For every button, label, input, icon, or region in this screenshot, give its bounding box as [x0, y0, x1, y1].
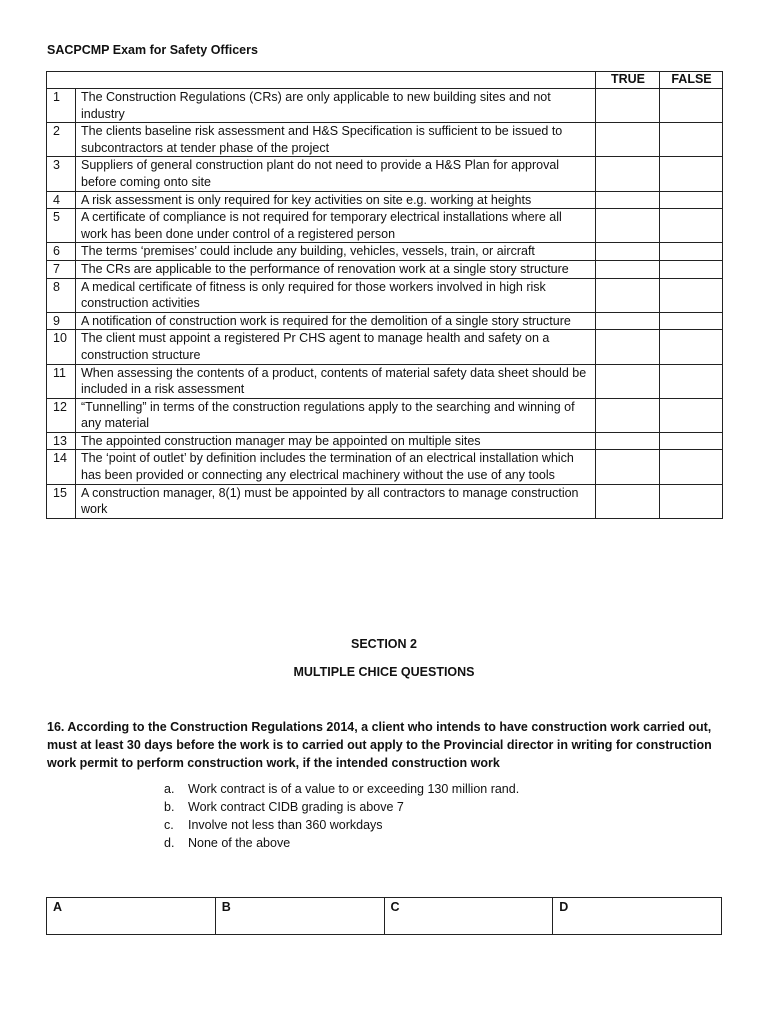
true-answer-cell[interactable] [596, 260, 660, 278]
table-row [47, 157, 723, 191]
answer-box[interactable]: D [553, 898, 722, 935]
statement-text: The clients baseline risk assessment and H&S Specification is sufficient to be issued to subcontractors at tender phase of the project [76, 123, 596, 157]
true-answer-cell[interactable] [596, 89, 660, 123]
false-answer-cell[interactable] [660, 432, 723, 450]
true-answer-cell[interactable] [596, 312, 660, 330]
false-answer-cell[interactable] [660, 312, 723, 330]
statement-text: A risk assessment is only required for key activities on site e.g. working at heights [76, 191, 596, 209]
false-answer-cell[interactable] [660, 450, 723, 484]
table-row [47, 432, 723, 450]
option-text: Work contract is of a value to or exceeding 130 million rand. [188, 782, 520, 796]
false-answer-cell[interactable] [660, 191, 723, 209]
row-number: 1 [47, 89, 76, 123]
answer-option [164, 834, 519, 852]
option-letter: d. [164, 836, 175, 850]
option-letter: a. [164, 782, 175, 796]
row-number: 10 [47, 330, 76, 364]
row-number: 2 [47, 123, 76, 157]
question-16-text: 16. According to the Construction Regulations 2014, a client who intends to have construction work carried out, must at least 30 days before the work is to carried out apply to the Provincial director in writing for construction work permit to perform construction work, if the intended construction work [47, 720, 712, 770]
row-number: 4 [47, 191, 76, 209]
table-row [47, 312, 723, 330]
true-answer-cell[interactable] [596, 398, 660, 432]
table-row [47, 450, 723, 484]
false-answer-cell[interactable] [660, 398, 723, 432]
statement-text: A construction manager, 8(1) must be appointed by all contractors to manage construction work [76, 484, 596, 518]
option-text: None of the above [188, 836, 291, 850]
answer-option [164, 798, 519, 816]
option-letter: b. [164, 800, 175, 814]
true-answer-cell[interactable] [596, 278, 660, 312]
table-row [47, 123, 723, 157]
true-answer-cell[interactable] [596, 209, 660, 243]
answer-box[interactable]: B [215, 898, 384, 935]
true-answer-cell[interactable] [596, 243, 660, 261]
table-row [47, 364, 723, 398]
false-answer-cell[interactable] [660, 209, 723, 243]
row-number: 5 [47, 209, 76, 243]
answer-row [47, 898, 722, 935]
statement-text: The CRs are applicable to the performance of renovation work at a single story structure [76, 260, 596, 278]
row-number: 8 [47, 278, 76, 312]
answer-option [164, 780, 519, 798]
false-answer-cell[interactable] [660, 123, 723, 157]
false-answer-cell[interactable] [660, 243, 723, 261]
true-answer-cell[interactable] [596, 432, 660, 450]
statement-text: A medical certificate of fitness is only required for those workers involved in high risk construction activities [76, 278, 596, 312]
true-answer-cell[interactable] [596, 484, 660, 518]
answer-option [164, 816, 519, 834]
statement-text: “Tunnelling” in terms of the construction regulations apply to the searching and winning of any material [76, 398, 596, 432]
false-answer-cell[interactable] [660, 89, 723, 123]
row-number: 3 [47, 157, 76, 191]
table-row [47, 191, 723, 209]
false-answer-cell[interactable] [660, 364, 723, 398]
statement-text: A notification of construction work is required for the demolition of a single story structure [76, 312, 596, 330]
false-answer-cell[interactable] [660, 260, 723, 278]
true-column-header: TRUE [596, 72, 660, 89]
option-text: Work contract CIDB grading is above 7 [188, 800, 404, 814]
row-number: 7 [47, 260, 76, 278]
table-header-row [47, 72, 723, 89]
section-subheading: MULTIPLE CHICE QUESTIONS [293, 665, 475, 679]
table-row [47, 330, 723, 364]
question-16-options [164, 780, 519, 852]
statement-text: The terms ‘premises’ could include any building, vehicles, vessels, train, or aircraft [76, 243, 596, 261]
row-number: 14 [47, 450, 76, 484]
row-number: 15 [47, 484, 76, 518]
false-answer-cell[interactable] [660, 278, 723, 312]
statement-text: When assessing the contents of a product, contents of material safety data sheet should be included in a risk assessment [76, 364, 596, 398]
table-row [47, 243, 723, 261]
statement-text: The Construction Regulations (CRs) are only applicable to new building sites and not industry [76, 89, 596, 123]
statement-text: The appointed construction manager may be appointed on multiple sites [76, 432, 596, 450]
row-number: 13 [47, 432, 76, 450]
true-answer-cell[interactable] [596, 330, 660, 364]
table-row [47, 398, 723, 432]
true-answer-cell[interactable] [596, 364, 660, 398]
answer-box[interactable]: C [384, 898, 553, 935]
true-answer-cell[interactable] [596, 191, 660, 209]
statement-text: Suppliers of general construction plant do not need to provide a H&S Plan for approval before coming onto site [76, 157, 596, 191]
row-number: 9 [47, 312, 76, 330]
answer-box[interactable]: A [47, 898, 216, 935]
false-column-header: FALSE [660, 72, 723, 89]
row-number: 11 [47, 364, 76, 398]
false-answer-cell[interactable] [660, 330, 723, 364]
statement-text: A certificate of compliance is not required for temporary electrical installations where all work has been done under control of a registered person [76, 209, 596, 243]
row-number: 12 [47, 398, 76, 432]
table-row [47, 209, 723, 243]
false-answer-cell[interactable] [660, 157, 723, 191]
answer-table [46, 897, 722, 935]
table-row [47, 260, 723, 278]
table-row [47, 89, 723, 123]
statement-text: The ‘point of outlet’ by definition includes the termination of an electrical installation which has been provided or connecting any electrical machinery without the use of any tools [76, 450, 596, 484]
statement-text: The client must appoint a registered Pr CHS agent to manage health and safety on a construction structure [76, 330, 596, 364]
option-letter: c. [164, 818, 174, 832]
false-answer-cell[interactable] [660, 484, 723, 518]
table-row [47, 484, 723, 518]
header-blank-cell [47, 72, 596, 89]
true-answer-cell[interactable] [596, 450, 660, 484]
true-false-table [46, 71, 723, 519]
table-row [47, 278, 723, 312]
row-number: 6 [47, 243, 76, 261]
true-answer-cell[interactable] [596, 157, 660, 191]
true-answer-cell[interactable] [596, 123, 660, 157]
option-text: Involve not less than 360 workdays [188, 818, 383, 832]
document-title: SACPCMP Exam for Safety Officers [47, 43, 258, 57]
section-heading: SECTION 2 [351, 637, 417, 651]
